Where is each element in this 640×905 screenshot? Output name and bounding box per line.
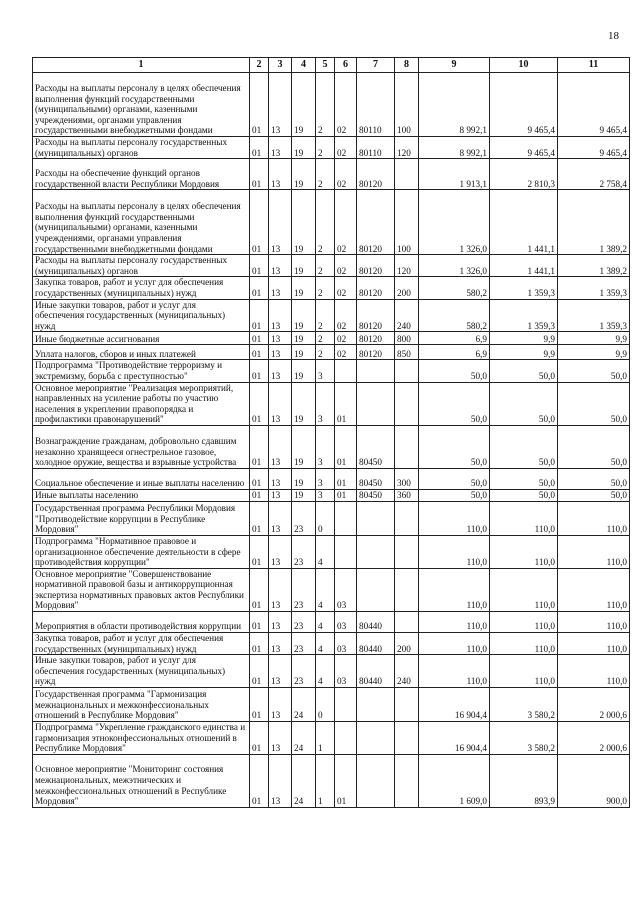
code-direction: 80120: [357, 332, 395, 345]
code-subsection: 13: [269, 73, 292, 137]
code-expense-type: 240: [395, 655, 419, 688]
row-name: Социальное обеспечение и иные выплаты населению: [33, 468, 250, 489]
code-subsection: 13: [269, 568, 292, 611]
amount-col9: 110,0: [419, 655, 490, 688]
column-header-11: 11: [558, 58, 630, 73]
amount-col9: 16 904,4: [419, 722, 490, 755]
amount-col9: 1 326,0: [419, 255, 490, 277]
code-expense-type: 200: [395, 277, 419, 299]
code-expense-type: [395, 425, 419, 468]
table-row: [33, 655, 630, 688]
code-event: 02: [335, 345, 357, 360]
code-subsection: 13: [269, 535, 292, 568]
code-program: 23: [292, 633, 316, 655]
amount-col9: 580,2: [419, 299, 490, 332]
code-event: 02: [335, 73, 357, 137]
code-section: 01: [250, 137, 269, 159]
code-direction: [357, 501, 395, 535]
row-name: Иные закупки товаров, работ и услуг для обеспечения государственных (муниципальных) нужд: [33, 299, 250, 332]
row-name: Государственная программа Республики Мордовия "Противодействие коррупции в Республике Мордовия": [33, 501, 250, 535]
code-direction: 80110: [357, 137, 395, 159]
code-event: 03: [335, 655, 357, 688]
code-expense-type: 300: [395, 468, 419, 489]
code-subsection: 13: [269, 489, 292, 501]
code-section: 01: [250, 633, 269, 655]
table-row: [33, 360, 630, 382]
amount-col9: 50,0: [419, 468, 490, 489]
code-subprogram: 4: [316, 535, 335, 568]
column-header-6: 6: [335, 58, 357, 73]
row-name: Расходы на выплаты персоналу в целях обеспечения выполнения функций государственными (муниципальными) органами, казенными учреждениями, органами управления государственными внебюджетными фондами: [33, 190, 250, 255]
code-event: 02: [335, 277, 357, 299]
code-subsection: 13: [269, 190, 292, 255]
amount-col11: 110,0: [558, 655, 630, 688]
code-subsection: 13: [269, 501, 292, 535]
amount-col9: 110,0: [419, 633, 490, 655]
row-name: Государственная программа "Гармонизация межнациональных и межконфессиональных отношений в Республике Мордовия": [33, 688, 250, 722]
amount-col10: 50,0: [490, 468, 558, 489]
table-row: [33, 468, 630, 489]
code-direction: 80120: [357, 255, 395, 277]
amount-col9: 580,2: [419, 277, 490, 299]
table-row: [33, 255, 630, 277]
row-name: Мероприятия в области противодействия коррупции: [33, 612, 250, 633]
code-direction: 80440: [357, 633, 395, 655]
code-expense-type: 800: [395, 332, 419, 345]
code-program: 19: [292, 489, 316, 501]
code-subprogram: 1: [316, 722, 335, 755]
amount-col11: 50,0: [558, 425, 630, 468]
table-row: [33, 73, 630, 137]
code-expense-type: [395, 501, 419, 535]
code-event: 01: [335, 489, 357, 501]
table-row: [33, 425, 630, 468]
code-program: 19: [292, 360, 316, 382]
table-row: [33, 535, 630, 568]
code-event: 01: [335, 425, 357, 468]
code-expense-type: [395, 754, 419, 807]
code-program: 19: [292, 299, 316, 332]
amount-col11: 50,0: [558, 468, 630, 489]
amount-col10: 2 810,3: [490, 159, 558, 190]
amount-col10: 50,0: [490, 489, 558, 501]
amount-col10: 110,0: [490, 568, 558, 611]
code-subprogram: 3: [316, 468, 335, 489]
amount-col11: 110,0: [558, 535, 630, 568]
amount-col9: 110,0: [419, 612, 490, 633]
code-direction: 80440: [357, 612, 395, 633]
code-program: 24: [292, 688, 316, 722]
amount-col9: 1 326,0: [419, 190, 490, 255]
amount-col10: 1 359,3: [490, 299, 558, 332]
amount-col9: 8 992,1: [419, 137, 490, 159]
code-direction: 80120: [357, 345, 395, 360]
amount-col10: 50,0: [490, 425, 558, 468]
code-event: 03: [335, 568, 357, 611]
code-program: 19: [292, 345, 316, 360]
code-subprogram: 2: [316, 345, 335, 360]
code-subprogram: 2: [316, 277, 335, 299]
code-subsection: 13: [269, 612, 292, 633]
code-expense-type: 850: [395, 345, 419, 360]
code-direction: [357, 754, 395, 807]
code-expense-type: [395, 535, 419, 568]
code-subprogram: 3: [316, 382, 335, 425]
code-program: 19: [292, 137, 316, 159]
code-section: 01: [250, 489, 269, 501]
amount-col10: 110,0: [490, 655, 558, 688]
table-row: [33, 190, 630, 255]
amount-col9: 110,0: [419, 535, 490, 568]
table-row: [33, 159, 630, 190]
amount-col11: 1 359,3: [558, 277, 630, 299]
amount-col11: 2 000,6: [558, 688, 630, 722]
amount-col11: 110,0: [558, 633, 630, 655]
table-row: [33, 332, 630, 345]
table-row: [33, 754, 630, 807]
code-program: 19: [292, 468, 316, 489]
code-expense-type: [395, 159, 419, 190]
code-event: 03: [335, 612, 357, 633]
code-subprogram: 2: [316, 299, 335, 332]
code-program: 19: [292, 159, 316, 190]
code-direction: 80120: [357, 159, 395, 190]
table-row: [33, 345, 630, 360]
code-program: 23: [292, 535, 316, 568]
code-section: 01: [250, 501, 269, 535]
code-expense-type: [395, 688, 419, 722]
amount-col11: 9 465,4: [558, 137, 630, 159]
code-subprogram: 4: [316, 612, 335, 633]
row-name: Иные бюджетные ассигнования: [33, 332, 250, 345]
code-expense-type: [395, 360, 419, 382]
header-row: [33, 58, 630, 73]
code-section: 01: [250, 568, 269, 611]
amount-col11: 9,9: [558, 332, 630, 345]
code-section: 01: [250, 425, 269, 468]
code-event: [335, 360, 357, 382]
code-direction: [357, 568, 395, 611]
amount-col11: 50,0: [558, 360, 630, 382]
code-section: 01: [250, 688, 269, 722]
table-row: [33, 489, 630, 501]
code-subsection: 13: [269, 382, 292, 425]
code-subsection: 13: [269, 255, 292, 277]
code-program: 19: [292, 190, 316, 255]
amount-col11: 110,0: [558, 501, 630, 535]
code-section: 01: [250, 277, 269, 299]
amount-col11: 50,0: [558, 382, 630, 425]
code-program: 19: [292, 73, 316, 137]
code-direction: 80450: [357, 489, 395, 501]
code-subsection: 13: [269, 754, 292, 807]
code-expense-type: 120: [395, 137, 419, 159]
code-event: 01: [335, 468, 357, 489]
column-header-2: 2: [250, 58, 269, 73]
budget-table: [32, 57, 630, 808]
code-direction: 80120: [357, 190, 395, 255]
table-row: [33, 137, 630, 159]
amount-col10: 3 580,2: [490, 688, 558, 722]
code-subprogram: 4: [316, 568, 335, 611]
amount-col11: 9 465,4: [558, 73, 630, 137]
code-event: 03: [335, 633, 357, 655]
code-direction: 80120: [357, 299, 395, 332]
code-subsection: 13: [269, 345, 292, 360]
code-direction: 80110: [357, 73, 395, 137]
code-event: 01: [335, 754, 357, 807]
row-name: Основное мероприятие "Совершенствование нормативной правовой базы и антикоррупционная экспертиза нормативных правовых актов Республики Мордовия": [33, 568, 250, 611]
code-subprogram: 1: [316, 754, 335, 807]
code-section: 01: [250, 468, 269, 489]
amount-col10: 110,0: [490, 633, 558, 655]
row-name: Основное мероприятие "Мониторинг состояния межнациональных, межэтнических и межконфессиональных отношений в Республике Мордовия": [33, 754, 250, 807]
code-program: 23: [292, 568, 316, 611]
row-name: Вознаграждение гражданам, добровольно сдавшим незаконно хранящееся огнестрельное газовое, холодное оружие, вещества и взрывные устройства: [33, 425, 250, 468]
code-direction: 80450: [357, 425, 395, 468]
code-section: 01: [250, 190, 269, 255]
column-header-9: 9: [419, 58, 490, 73]
code-subprogram: 3: [316, 425, 335, 468]
code-subprogram: 3: [316, 489, 335, 501]
code-subprogram: 2: [316, 190, 335, 255]
amount-col11: 2 000,6: [558, 722, 630, 755]
column-header-7: 7: [357, 58, 395, 73]
code-subprogram: 2: [316, 332, 335, 345]
code-subsection: 13: [269, 633, 292, 655]
code-event: 02: [335, 299, 357, 332]
amount-col11: 50,0: [558, 489, 630, 501]
code-direction: [357, 382, 395, 425]
code-program: 19: [292, 332, 316, 345]
table-row: [33, 382, 630, 425]
amount-col11: 1 389,2: [558, 255, 630, 277]
amount-col10: 9 465,4: [490, 137, 558, 159]
table-row: [33, 722, 630, 755]
code-subsection: 13: [269, 159, 292, 190]
code-direction: 80440: [357, 655, 395, 688]
amount-col9: 110,0: [419, 501, 490, 535]
code-program: 24: [292, 722, 316, 755]
amount-col9: 1 609,0: [419, 754, 490, 807]
amount-col11: 9,9: [558, 345, 630, 360]
code-subprogram: 3: [316, 360, 335, 382]
code-event: [335, 535, 357, 568]
column-header-8: 8: [395, 58, 419, 73]
code-subprogram: 2: [316, 73, 335, 137]
amount-col10: 893,9: [490, 754, 558, 807]
code-subsection: 13: [269, 360, 292, 382]
code-expense-type: 100: [395, 73, 419, 137]
code-expense-type: [395, 382, 419, 425]
code-section: 01: [250, 655, 269, 688]
code-expense-type: 240: [395, 299, 419, 332]
amount-col9: 1 913,1: [419, 159, 490, 190]
code-subprogram: 4: [316, 633, 335, 655]
code-event: 02: [335, 159, 357, 190]
amount-col9: 50,0: [419, 360, 490, 382]
code-program: 23: [292, 655, 316, 688]
code-event: 01: [335, 382, 357, 425]
code-expense-type: 200: [395, 633, 419, 655]
code-section: 01: [250, 332, 269, 345]
row-name: Расходы на обеспечение функций органов государственной власти Республики Мордовия: [33, 159, 250, 190]
code-subsection: 13: [269, 655, 292, 688]
column-header-5: 5: [316, 58, 335, 73]
code-section: 01: [250, 722, 269, 755]
code-subsection: 13: [269, 468, 292, 489]
amount-col10: 9,9: [490, 345, 558, 360]
code-expense-type: 360: [395, 489, 419, 501]
code-direction: [357, 360, 395, 382]
code-subprogram: 2: [316, 159, 335, 190]
code-subprogram: 4: [316, 655, 335, 688]
table-row: [33, 568, 630, 611]
code-subsection: 13: [269, 722, 292, 755]
code-expense-type: [395, 722, 419, 755]
code-direction: [357, 535, 395, 568]
amount-col9: 6,9: [419, 345, 490, 360]
code-section: 01: [250, 754, 269, 807]
code-section: 01: [250, 612, 269, 633]
table-row: [33, 277, 630, 299]
amount-col10: 1 441,1: [490, 190, 558, 255]
amount-col10: 9 465,4: [490, 73, 558, 137]
amount-col11: 110,0: [558, 568, 630, 611]
code-event: 02: [335, 255, 357, 277]
code-subprogram: 2: [316, 255, 335, 277]
code-expense-type: 100: [395, 190, 419, 255]
code-subprogram: 0: [316, 501, 335, 535]
column-header-4: 4: [292, 58, 316, 73]
amount-col10: 9,9: [490, 332, 558, 345]
code-event: 02: [335, 332, 357, 345]
code-section: 01: [250, 345, 269, 360]
row-name: Закупка товаров, работ и услуг для обеспечения государственных (муниципальных) нужд: [33, 277, 250, 299]
amount-col9: 110,0: [419, 568, 490, 611]
amount-col10: 3 580,2: [490, 722, 558, 755]
amount-col11: 1 359,3: [558, 299, 630, 332]
amount-col10: 110,0: [490, 501, 558, 535]
amount-col10: 110,0: [490, 612, 558, 633]
code-program: 19: [292, 277, 316, 299]
amount-col10: 1 359,3: [490, 277, 558, 299]
table-row: [33, 688, 630, 722]
table-row: [33, 501, 630, 535]
code-direction: 80450: [357, 468, 395, 489]
code-program: 24: [292, 754, 316, 807]
code-expense-type: [395, 568, 419, 611]
column-header-10: 10: [490, 58, 558, 73]
code-subsection: 13: [269, 137, 292, 159]
code-section: 01: [250, 73, 269, 137]
amount-col9: 8 992,1: [419, 73, 490, 137]
amount-col9: 16 904,4: [419, 688, 490, 722]
code-expense-type: 120: [395, 255, 419, 277]
code-section: 01: [250, 360, 269, 382]
code-subsection: 13: [269, 688, 292, 722]
row-name: Подпрограмма "Противодействие терроризму и экстремизму, борьба с преступностью": [33, 360, 250, 382]
code-event: [335, 501, 357, 535]
row-name: Уплата налогов, сборов и иных платежей: [33, 345, 250, 360]
code-program: 23: [292, 612, 316, 633]
code-direction: 80120: [357, 277, 395, 299]
amount-col11: 900,0: [558, 754, 630, 807]
code-subsection: 13: [269, 425, 292, 468]
code-section: 01: [250, 382, 269, 425]
table-row: [33, 299, 630, 332]
amount-col9: 50,0: [419, 489, 490, 501]
row-name: Основное мероприятие "Реализация мероприятий, направленных на усиление работы по участию населения в укреплении правопорядка и профилактики правонарушений": [33, 382, 250, 425]
amount-col9: 50,0: [419, 425, 490, 468]
amount-col10: 1 441,1: [490, 255, 558, 277]
code-direction: [357, 722, 395, 755]
code-direction: [357, 688, 395, 722]
amount-col10: 110,0: [490, 535, 558, 568]
amount-col9: 6,9: [419, 332, 490, 345]
code-event: 02: [335, 137, 357, 159]
code-section: 01: [250, 159, 269, 190]
code-program: 19: [292, 255, 316, 277]
code-section: 01: [250, 255, 269, 277]
code-expense-type: [395, 612, 419, 633]
column-header-1: 1: [33, 58, 250, 73]
row-name: Подпрограмма "Нормативное правовое и организационное обеспечение деятельности в сфере противодействия коррупции": [33, 535, 250, 568]
code-subsection: 13: [269, 299, 292, 332]
code-subprogram: 0: [316, 688, 335, 722]
row-name: Расходы на выплаты персоналу в целях обеспечения выполнения функций государственными (муниципальными) органами, казенными учреждениями, органами управления государственными внебюджетными фондами: [33, 73, 250, 137]
row-name: Закупка товаров, работ и услуг для обеспечения государственных (муниципальных) нужд: [33, 633, 250, 655]
amount-col11: 110,0: [558, 612, 630, 633]
code-event: [335, 688, 357, 722]
code-section: 01: [250, 299, 269, 332]
amount-col9: 50,0: [419, 382, 490, 425]
row-name: Подпрограмма "Укрепление гражданского единства и гармонизация этноконфессиональных отношений в Республике Мордовия": [33, 722, 250, 755]
table-row: [33, 633, 630, 655]
amount-col10: 50,0: [490, 360, 558, 382]
row-name: Иные выплаты населению: [33, 489, 250, 501]
code-program: 23: [292, 501, 316, 535]
column-header-3: 3: [269, 58, 292, 73]
code-event: [335, 722, 357, 755]
table-row: [33, 612, 630, 633]
amount-col10: 50,0: [490, 382, 558, 425]
row-name: Расходы на выплаты персоналу государственных (муниципальных) органов: [33, 137, 250, 159]
row-name: Расходы на выплаты персоналу государственных (муниципальных) органов: [33, 255, 250, 277]
code-program: 19: [292, 425, 316, 468]
code-subsection: 13: [269, 332, 292, 345]
code-event: 02: [335, 190, 357, 255]
row-name: Иные закупки товаров, работ и услуг для обеспечения государственных (муниципальных) нужд: [33, 655, 250, 688]
amount-col11: 1 389,2: [558, 190, 630, 255]
code-program: 19: [292, 382, 316, 425]
page-number: 18: [608, 30, 619, 42]
code-subprogram: 2: [316, 137, 335, 159]
code-subsection: 13: [269, 277, 292, 299]
amount-col11: 2 758,4: [558, 159, 630, 190]
code-section: 01: [250, 535, 269, 568]
